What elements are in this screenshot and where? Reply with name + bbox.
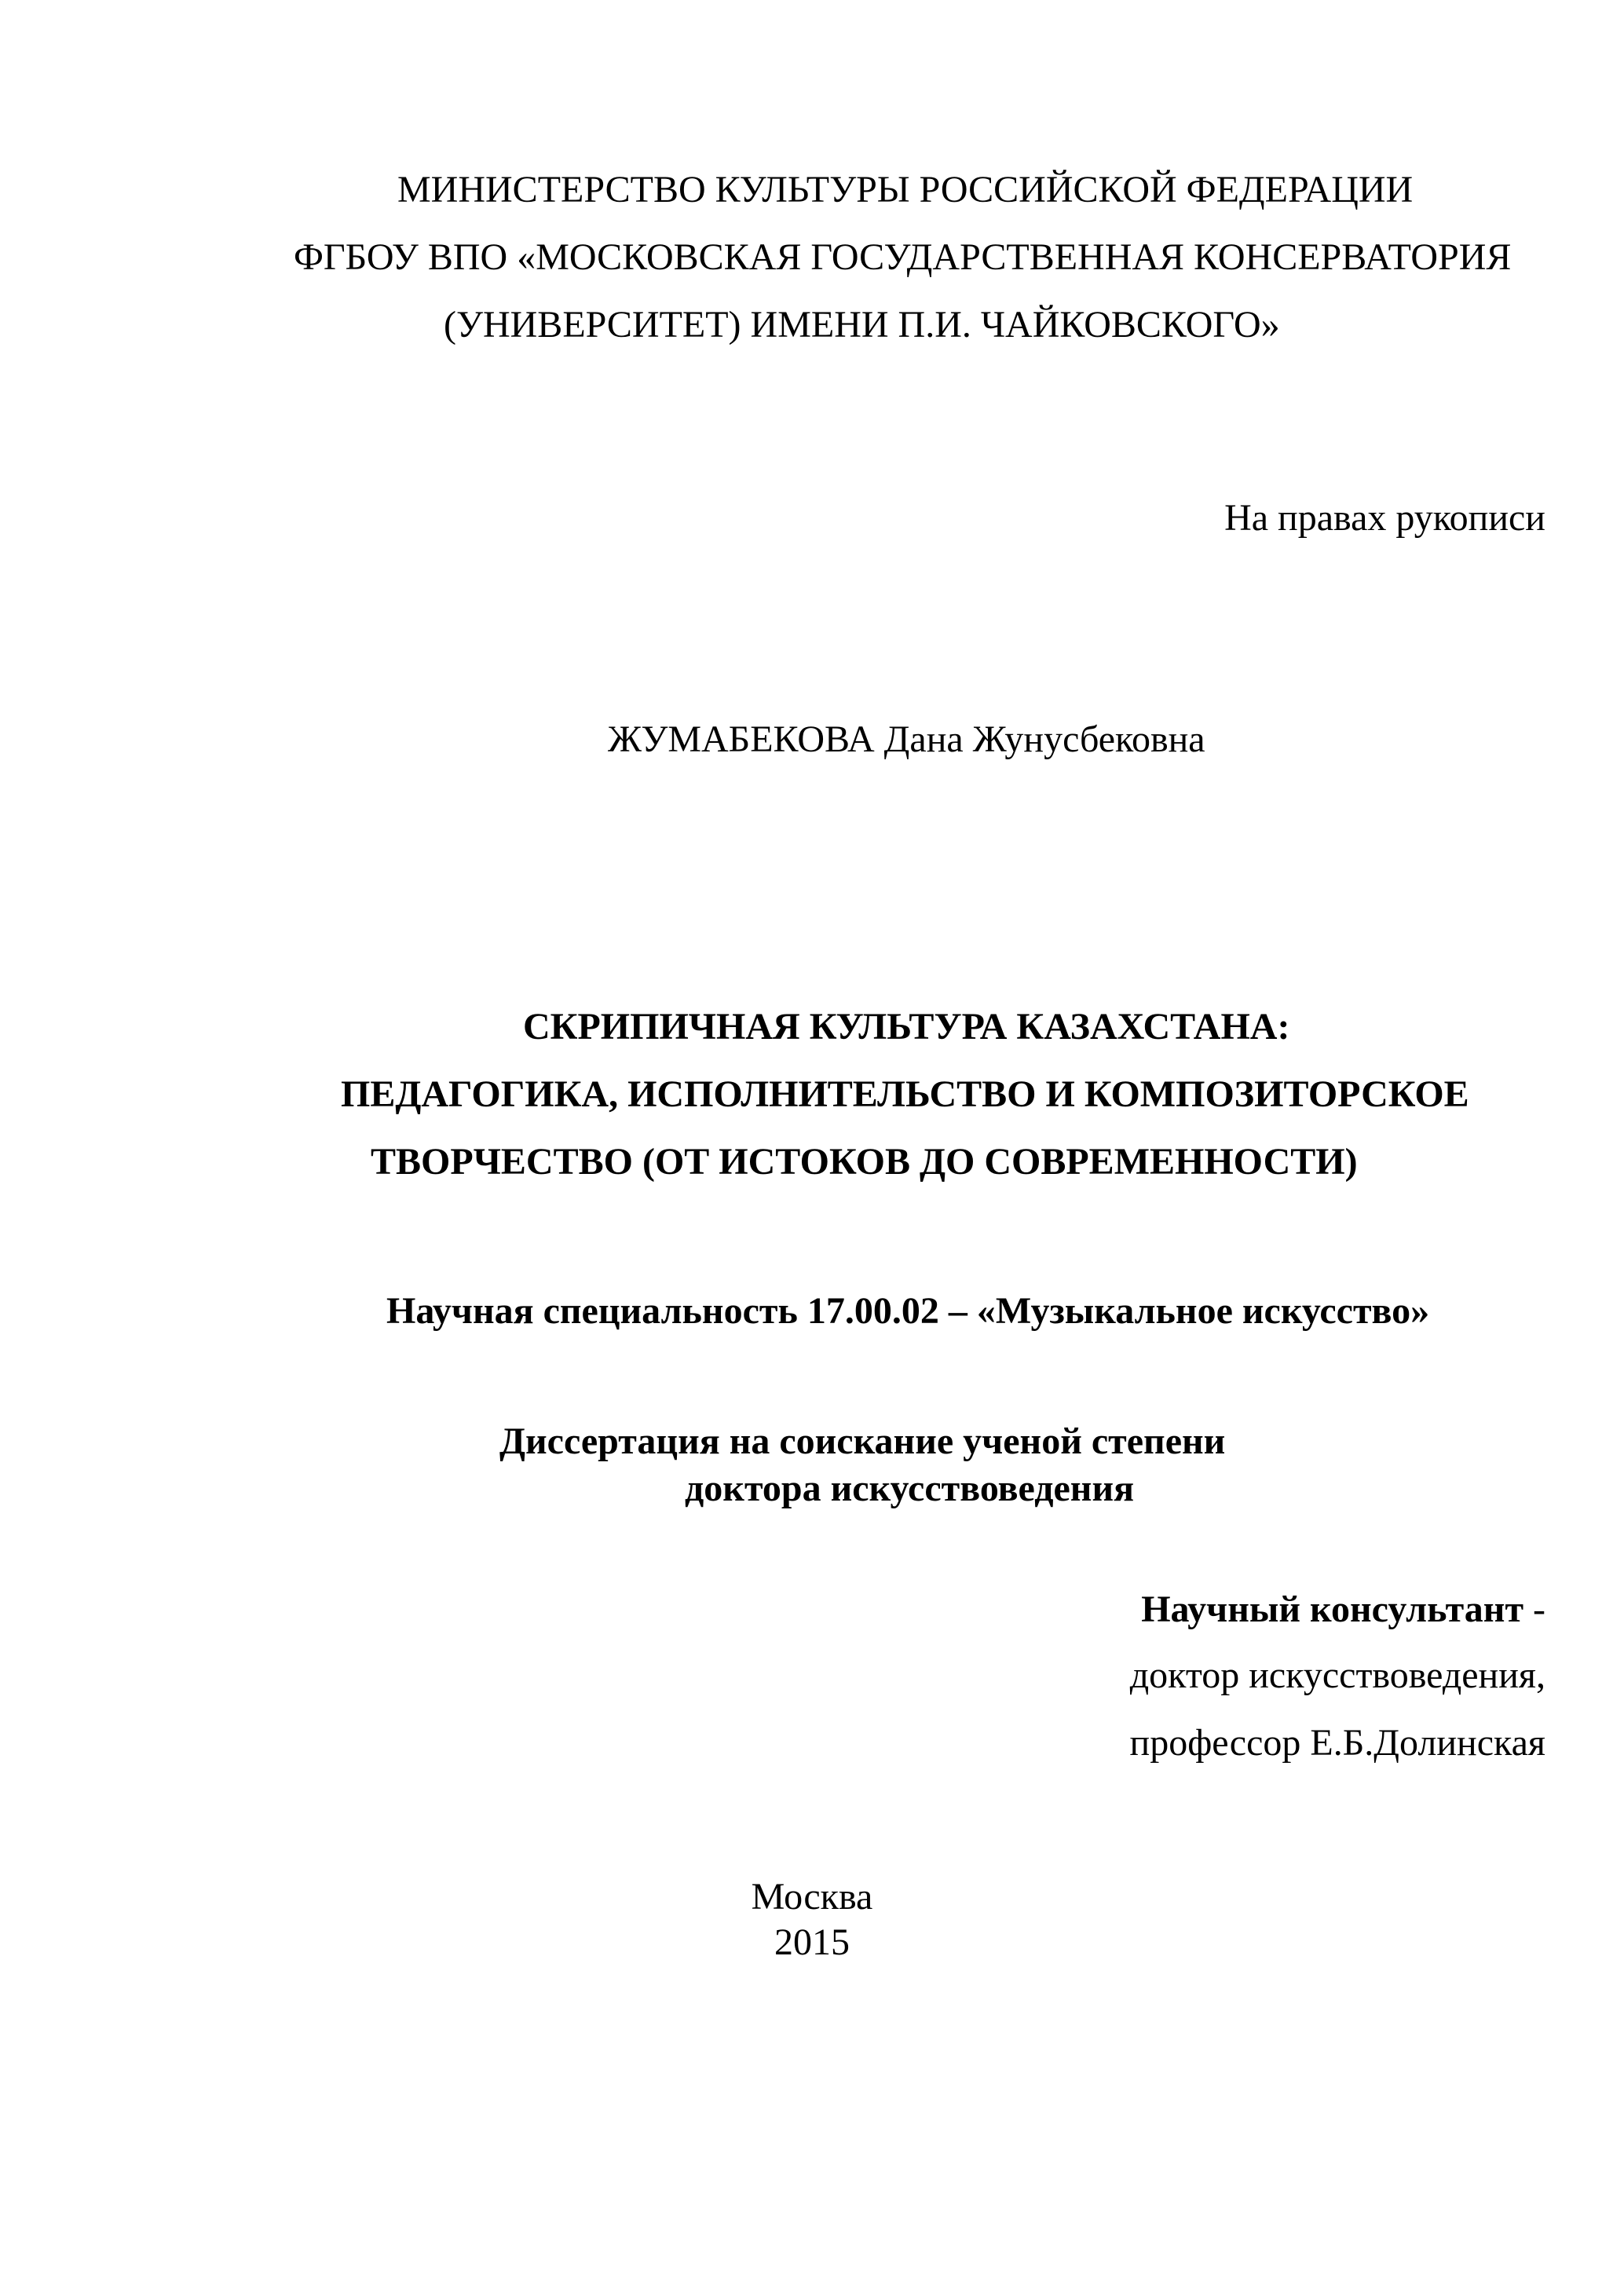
consultant-label: Научный консультант: [1141, 1589, 1524, 1630]
consultant-degree: доктор искусствоведения,: [1129, 1654, 1545, 1696]
dissertation-title-line-2: ПЕДАГОГИКА, ИСПОЛНИТЕЛЬСТВО И КОМПОЗИТОРСКОЕ: [341, 1073, 1469, 1115]
dissertation-title-line-3: ТВОРЧЕСТВО (ОТ ИСТОКОВ ДО СОВРЕМЕННОСТИ): [371, 1141, 1358, 1183]
city: Москва: [751, 1876, 873, 1918]
consultant-name: профессор Е.Б.Долинская: [1129, 1722, 1545, 1764]
degree-sought-line-2: доктора искусствоведения: [685, 1468, 1135, 1509]
consultant-dash: -: [1533, 1589, 1545, 1630]
degree-sought-line-1: Диссертация на соискание ученой степени: [499, 1420, 1226, 1462]
year: 2015: [774, 1921, 850, 1963]
ministry-line: МИНИСТЕРСТВО КУЛЬТУРЫ РОССИЙСКОЙ ФЕДЕРАЦИИ: [397, 169, 1414, 210]
dissertation-title-line-1: СКРИПИЧНАЯ КУЛЬТУРА КАЗАХСТАНА:: [523, 1006, 1290, 1047]
consultant-label-row: [1141, 1586, 1545, 1633]
scientific-specialty: Научная специальность 17.00.02 – «Музыкальное искусство»: [386, 1290, 1430, 1332]
institution-line: ФГБОУ ВПО «МОСКОВСКАЯ ГОСУДАРСТВЕННАЯ КОНСЕРВАТОРИЯ: [294, 236, 1512, 278]
author-name: ЖУМАБЕКОВА Дана Жунусбековна: [608, 718, 1205, 760]
manuscript-note: На правах рукописи: [1224, 497, 1545, 539]
institution-name-line: (УНИВЕРСИТЕТ) ИМЕНИ П.И. ЧАЙКОВСКОГО»: [444, 304, 1280, 345]
